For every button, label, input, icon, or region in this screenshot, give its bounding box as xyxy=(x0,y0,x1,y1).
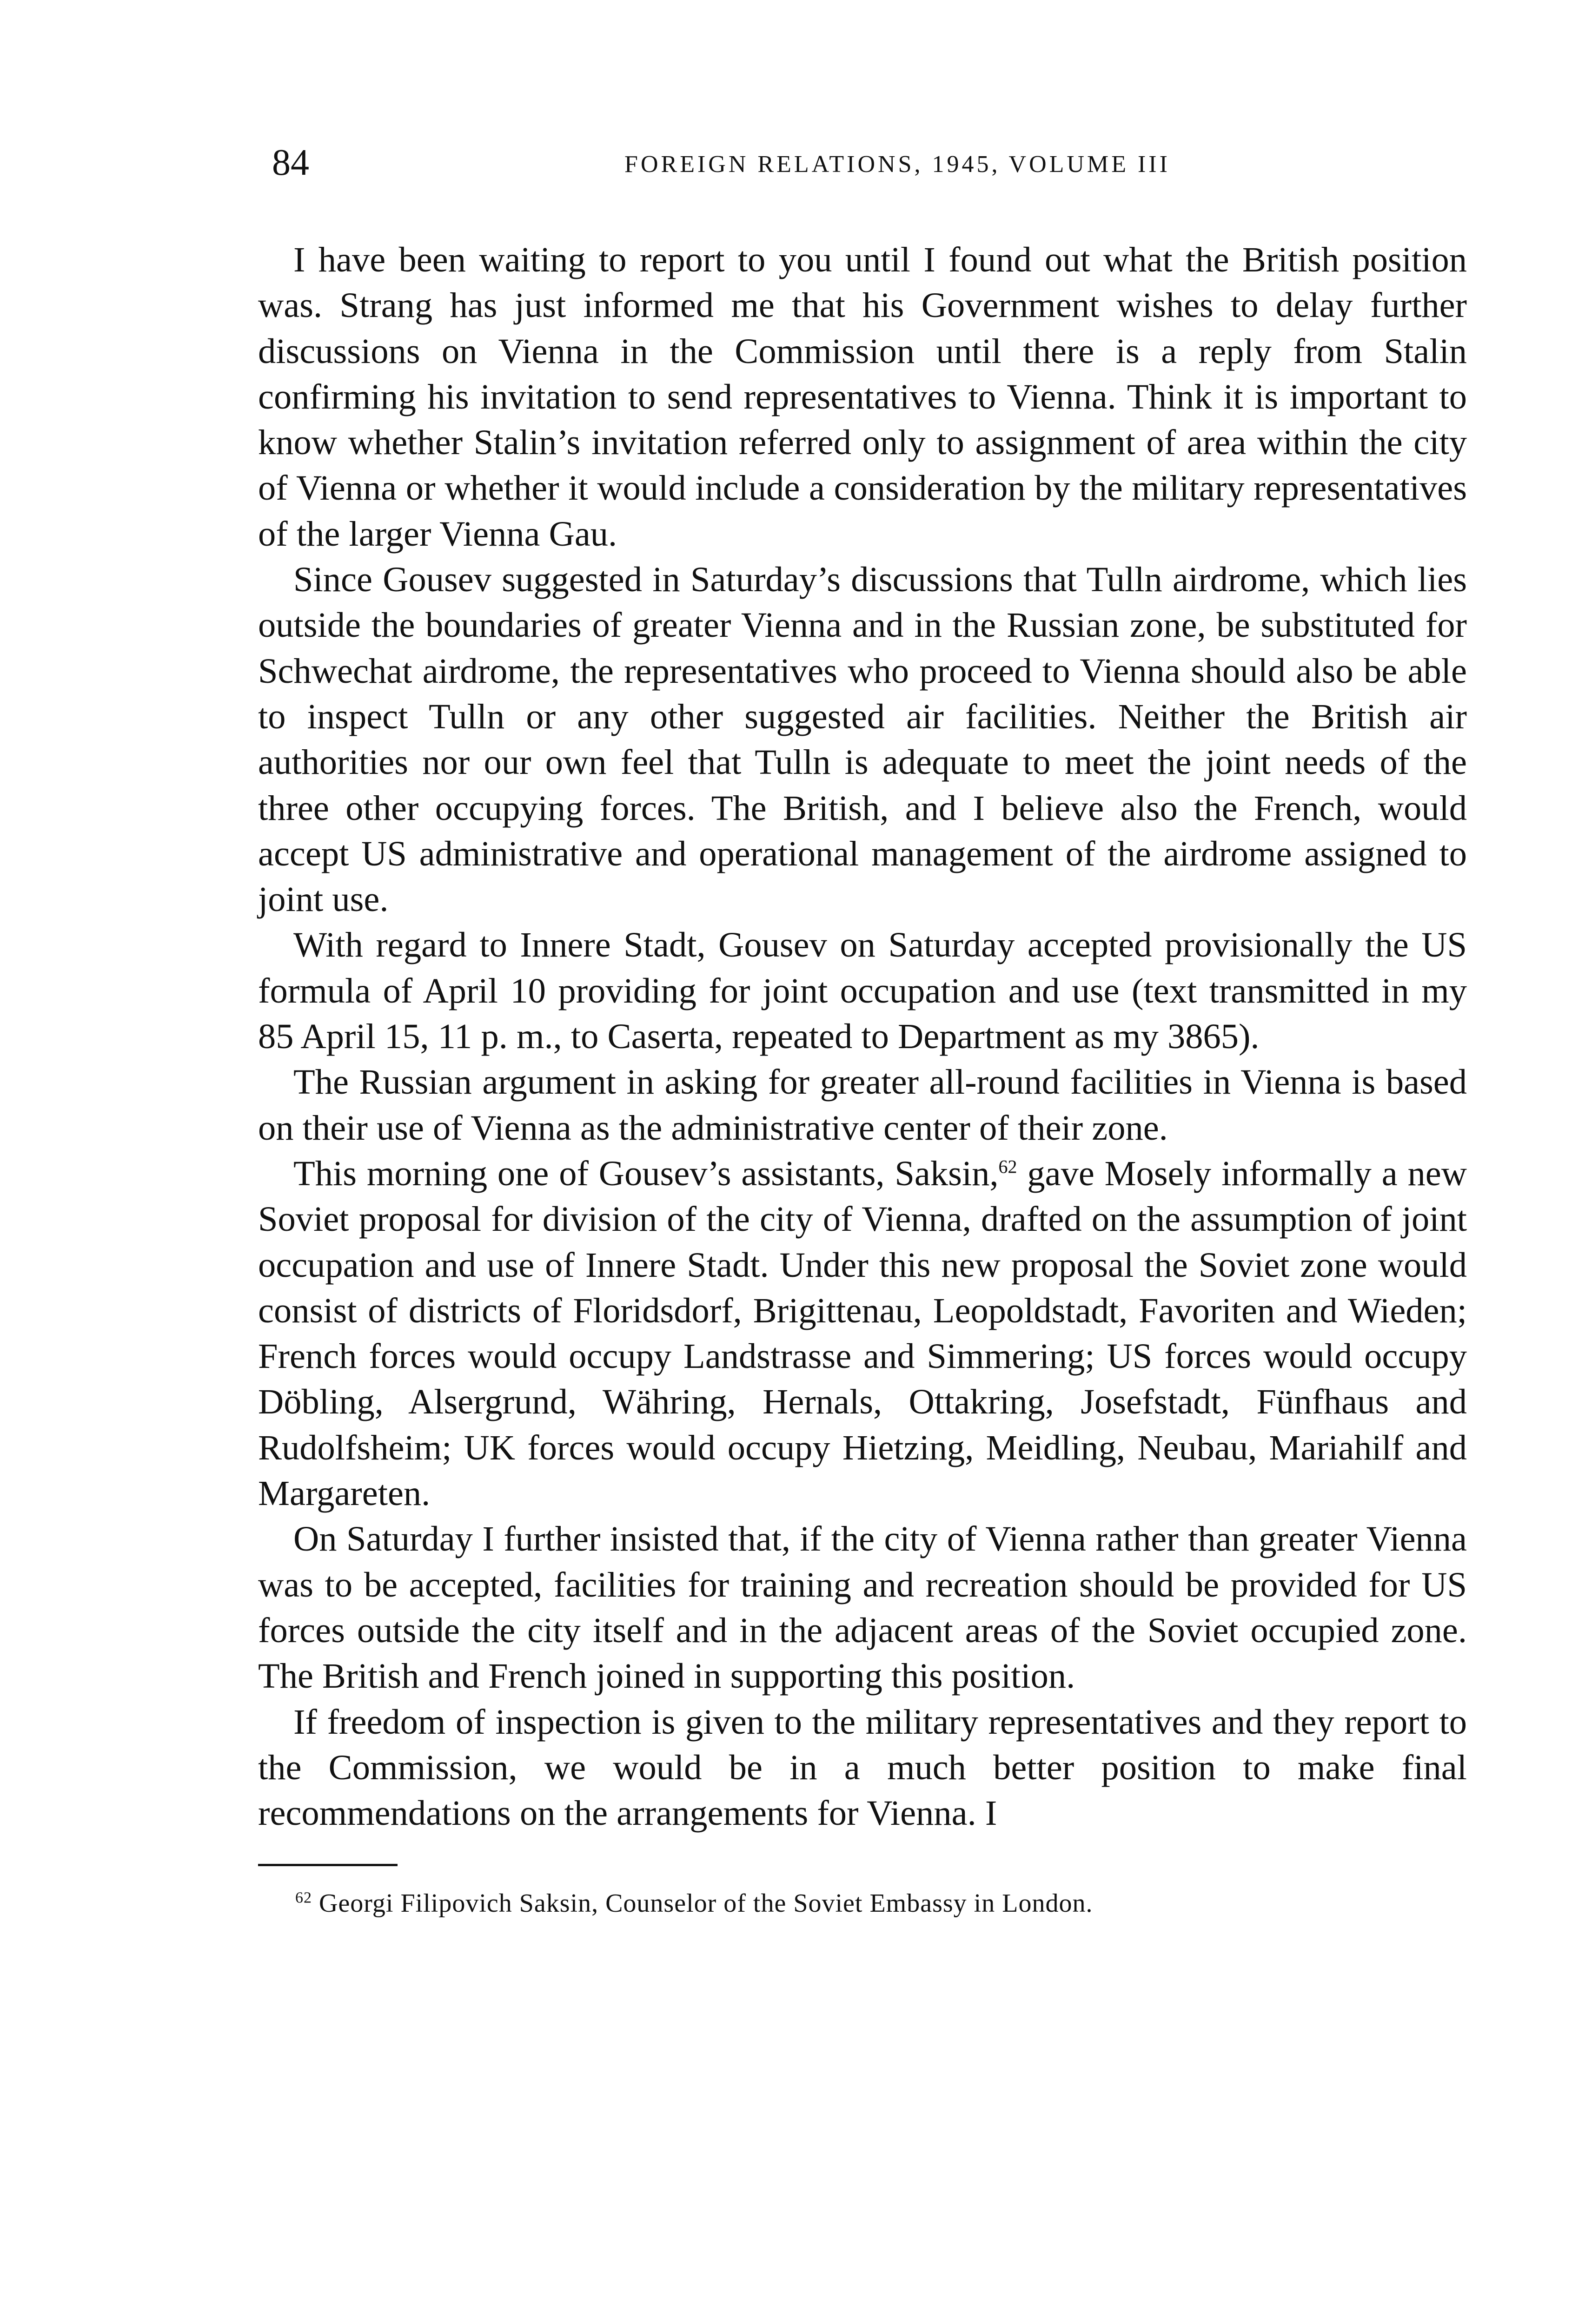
paragraph-tulln-airdrome: Since Gousev suggested in Saturday’s discussions that Tulln airdrome, which lies outside the boundaries of greater Vienna and in the Russian zone, be substituted for Schwechat airdrome, the representatives who proceed to Vienna should also be able to inspect Tulln or any other suggested air facilities. Neither the British air authorities nor our own feel that Tulln is adequate to meet the joint needs of the three other occupying forces. The British, and I believe also the French, would accept US administrative and operational management of the airdrome assigned to joint use. xyxy=(258,560,1467,919)
paragraph-soviet-proposal-start: This morning one of Gousev’s assistants, Saksin, xyxy=(293,1153,999,1193)
running-head: FOREIGN RELATIONS, 1945, VOLUME III xyxy=(624,151,1170,178)
footnote-text: Georgi Filipovich Saksin, Counselor of the Soviet Embassy in London. xyxy=(312,1889,1093,1918)
page-number: 84 xyxy=(272,142,309,183)
footnote-reference: 62 xyxy=(998,1156,1017,1177)
paragraph-freedom-of-inspection: If freedom of inspection is given to the military representatives and they report to the Commission, we would be in a much better position to make final recommendations on the arrangements for Vienna. I xyxy=(258,1702,1467,1833)
footnote-number: 62 xyxy=(295,1889,312,1907)
paragraph-innere-stadt: With regard to Innere Stadt, Gousev on Saturday accepted provisionally the US formula of April 10 providing for joint occupation and use (text transmitted in my 85 April 15, 11 p. m., to Caserta, repeated to Department as my 3865). xyxy=(258,925,1467,1056)
paragraph-soviet-proposal-rest: gave Mosely informally a new Soviet proposal for division of the city of Vienna, drafted on the assumption of joint occupation and use of Innere Stadt. Under this new proposal the Soviet zone would consist of districts of Floridsdorf, Brigittenau, Leopoldstadt, Favoriten and Wieden; French forces would occupy Landstrasse and Simmering; US forces would occupy Döbling, Alsergrund, Währing, Hernals, Ottakring, Josefstadt, Fünfhaus and Rudolfsheim; UK forces would occupy Hietzing, Meidling, Neubau, Mariahilf and Margareten. xyxy=(258,1153,1467,1513)
document-page xyxy=(258,139,1467,1920)
footnote xyxy=(258,1887,1467,1920)
paragraph-soviet-proposal xyxy=(258,1151,1467,1516)
footnote-divider xyxy=(258,1864,398,1866)
paragraph-russian-argument: The Russian argument in asking for greater all-round facilities in Vienna is based on their use of Vienna as the administrative center of their zone. xyxy=(258,1062,1467,1148)
body-text xyxy=(258,237,1467,1836)
paragraph-training-recreation: On Saturday I further insisted that, if the city of Vienna rather than greater Vienna was to be accepted, facilities for training and recreation should be provided for US forces outside the city itself and in the adjacent areas of the Soviet occupied zone. The British and French joined in supporting this position. xyxy=(258,1519,1467,1696)
page-header xyxy=(258,139,1467,195)
paragraph-british-position: I have been waiting to report to you until I found out what the British position was. Strang has just informed me that his Government wishes to delay further discussions on Vienna in the Commission until there is a reply from Stalin confirming his invitation to send representatives to Vienna. Think it is important to know whether Stalin’s invitation referred only to assignment of area within the city of Vienna or whether it would include a consideration by the military representatives of the larger Vienna Gau. xyxy=(258,240,1467,554)
